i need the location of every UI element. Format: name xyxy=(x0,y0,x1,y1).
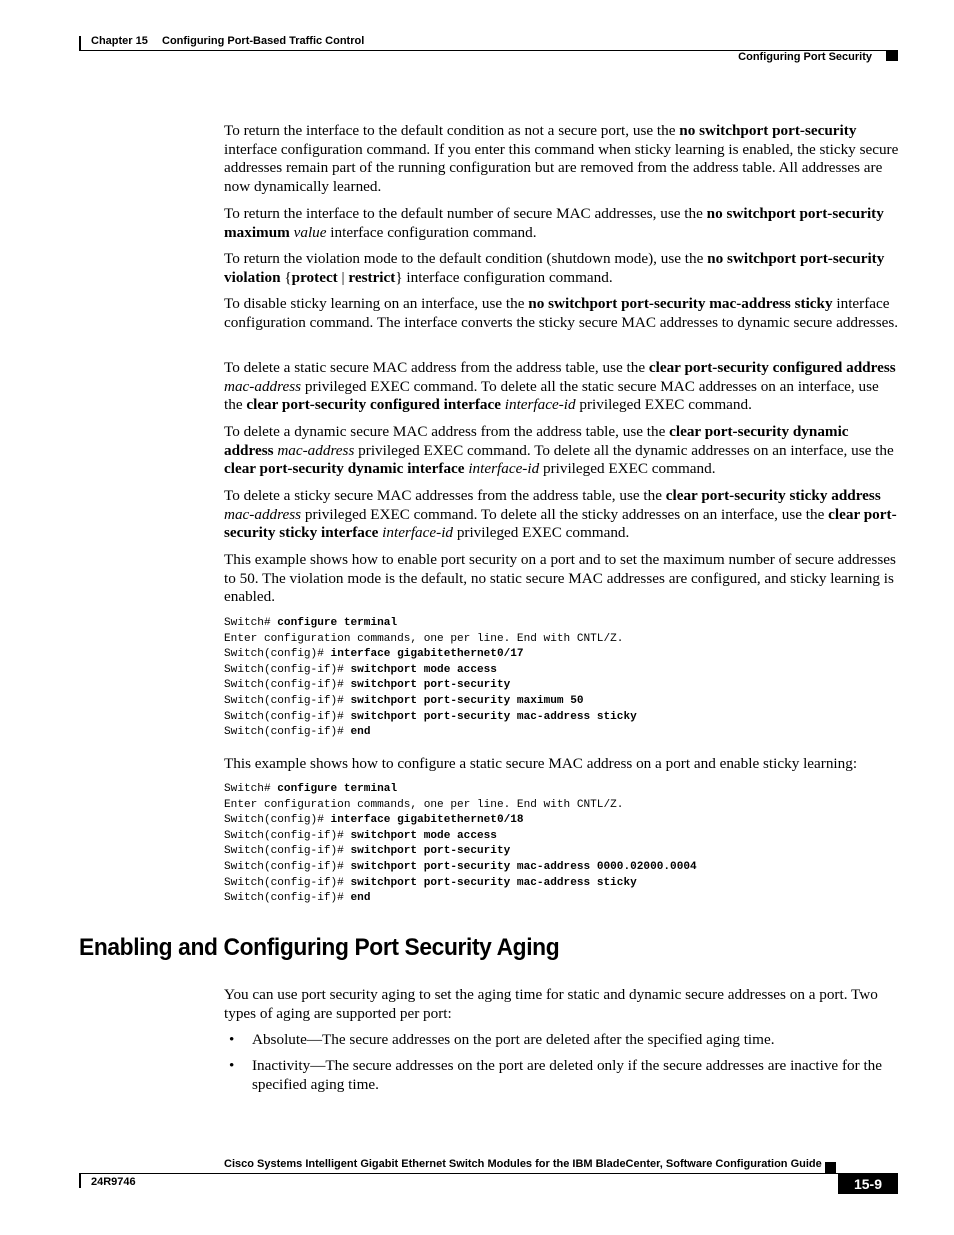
paragraph-3 xyxy=(224,250,900,287)
text-run: interface configuration command. xyxy=(326,223,537,241)
command-keyword: clear port-security dynamic address xyxy=(224,423,849,459)
paragraph-6 xyxy=(224,423,900,479)
text-run: To delete a dynamic secure MAC address from the address table, use the xyxy=(224,423,670,440)
bullet-glyph: • xyxy=(229,1031,235,1048)
command-keyword: clear port-security sticky address xyxy=(665,487,881,504)
code-command: switchport mode access xyxy=(350,829,497,842)
header-chapter-number: Chapter 15 xyxy=(91,35,148,47)
text-run: To return the violation mode to the default condition (shutdown mode), use the xyxy=(224,250,708,267)
command-keyword: no switchport port-security violation xyxy=(224,250,885,286)
code-line xyxy=(224,813,697,829)
argument-placeholder: mac-address xyxy=(224,377,302,395)
command-keyword: protect xyxy=(291,268,338,286)
text-run: To delete a static secure MAC address from the address table, use the xyxy=(224,359,649,376)
code-line xyxy=(224,782,697,798)
code-prompt: Enter configuration commands, one per line. End with CNTL/Z. xyxy=(224,632,624,645)
code-line xyxy=(224,876,697,892)
code-line xyxy=(224,663,637,679)
paragraph-8 xyxy=(224,551,900,607)
argument-placeholder: interface-id xyxy=(468,460,540,478)
aging-intro-paragraph: You can use port security aging to set the aging time for static and dynamic secure addresses on a port. Two types of aging are supported per port: xyxy=(224,986,878,1022)
command-keyword: clear port-security configured interface xyxy=(246,396,501,414)
text-run: privileged EXEC command. xyxy=(575,396,752,414)
header-section-title: Configuring Port Security xyxy=(738,51,872,63)
argument-placeholder: interface-id xyxy=(504,396,576,414)
argument-placeholder: mac-address xyxy=(224,505,302,523)
code-prompt: Switch(config-if)# xyxy=(224,845,351,858)
code-prompt: Switch(config-if)# xyxy=(224,726,351,739)
footer-doc-number: 24R9746 xyxy=(91,1176,136,1188)
header-chapter-title: Configuring Port-Based Traffic Control xyxy=(162,35,365,47)
page-number: 15-9 xyxy=(838,1174,898,1194)
text-run: To disable sticky learning on an interface, use the xyxy=(224,295,529,312)
command-keyword: no switchport port-security maximum xyxy=(224,205,884,241)
text-run: } interface configuration command. xyxy=(395,268,613,286)
code-line xyxy=(224,647,637,663)
code-example-1 xyxy=(224,616,637,741)
list-item-text: Absolute—The secure addresses on the port are deleted after the specified aging time. xyxy=(252,1031,775,1048)
paragraph-4 xyxy=(224,295,900,332)
paragraph-1 xyxy=(224,122,900,196)
code-command: configure terminal xyxy=(277,617,398,629)
code-command: switchport port-security xyxy=(350,845,511,858)
text-run: { xyxy=(280,268,292,286)
text-run: privileged EXEC command. xyxy=(453,524,630,542)
code-command: configure terminal xyxy=(277,783,398,795)
code-line xyxy=(224,694,637,710)
code-prompt: Switch(config-if)# xyxy=(224,710,351,723)
command-keyword: restrict xyxy=(348,268,396,286)
code-prompt: Switch(config-if)# xyxy=(224,829,351,842)
code-command: switchport port-security mac-address sticky xyxy=(350,710,637,723)
header-black-square xyxy=(886,51,898,61)
text-run: This example shows how to configure a static secure MAC address on a port and enable sticky learning: xyxy=(224,755,858,772)
paragraph-5 xyxy=(224,359,900,415)
code-command: interface gigabitethernet0/18 xyxy=(330,814,524,827)
code-prompt: Switch# xyxy=(224,617,278,629)
section-heading: Enabling and Configuring Port Security Aging xyxy=(79,934,560,961)
paragraph-2 xyxy=(224,205,900,242)
argument-placeholder: value xyxy=(293,223,327,241)
text-run: privileged EXEC command. xyxy=(539,460,716,478)
paragraph-9 xyxy=(224,755,900,774)
text-run: To delete a sticky secure MAC addresses from the address table, use the xyxy=(224,487,666,504)
code-command: end xyxy=(350,892,371,905)
code-command: end xyxy=(350,726,371,739)
list-item xyxy=(224,1057,900,1094)
code-prompt: Switch(config)# xyxy=(224,648,331,661)
footer-small-square xyxy=(825,1162,836,1173)
code-prompt: Switch(config-if)# xyxy=(224,876,351,889)
code-command: switchport port-security mac-address 0000.02000.0004 xyxy=(350,860,697,873)
list-item xyxy=(224,1031,900,1050)
code-line xyxy=(224,844,697,860)
code-line xyxy=(224,829,697,845)
code-command: interface gigabitethernet0/17 xyxy=(330,648,524,661)
list-item-text: Inactivity—The secure addresses on the port are deleted only if the secure addresses are inactive for the specified aging time. xyxy=(252,1057,883,1093)
footer-guide-title: Cisco Systems Intelligent Gigabit Ethernet Switch Modules for the IBM BladeCenter, Software Configuration Guide xyxy=(224,1158,822,1170)
text-run: | xyxy=(337,268,349,286)
code-prompt: Switch(config-if)# xyxy=(224,663,351,676)
code-line xyxy=(224,798,697,814)
code-line xyxy=(224,725,637,741)
code-prompt: Switch(config-if)# xyxy=(224,892,351,905)
header-left-bar xyxy=(79,36,81,51)
text-run: privileged EXEC command. To delete all the static secure MAC addresses on an interface, use the xyxy=(224,377,879,414)
text-run: To return the interface to the default number of secure MAC addresses, use the xyxy=(224,205,707,222)
code-prompt: Enter configuration commands, one per line. End with CNTL/Z. xyxy=(224,798,624,811)
bullet-glyph: • xyxy=(229,1057,235,1074)
code-prompt: Switch(config-if)# xyxy=(224,694,351,707)
code-line xyxy=(224,891,697,907)
code-example-2 xyxy=(224,782,697,907)
code-line xyxy=(224,616,637,632)
footer-left-bar xyxy=(79,1174,81,1188)
text-run: privileged EXEC command. To delete all the sticky addresses on an interface, use the xyxy=(301,505,829,523)
command-keyword: clear port-security dynamic interface xyxy=(224,460,465,478)
code-command: switchport mode access xyxy=(350,663,497,676)
text-run: interface configuration command. The interface converts the sticky secure MAC addresses to dynamic secure addresses. xyxy=(224,295,899,331)
text-run: To return the interface to the default condition as not a secure port, use the xyxy=(224,122,680,139)
code-line xyxy=(224,860,697,876)
argument-placeholder: interface-id xyxy=(382,524,454,542)
code-line xyxy=(224,678,637,694)
code-command: switchport port-security maximum 50 xyxy=(350,694,584,707)
code-prompt: Switch(config-if)# xyxy=(224,679,351,692)
command-keyword: clear port-security configured address xyxy=(648,359,896,376)
text-run: This example shows how to enable port security on a port and to set the maximum number of secure addresses to 50. The violation mode is the default, no static secure MAC addresses are configured, and sticky learning is enabled. xyxy=(224,551,896,606)
code-prompt: Switch(config)# xyxy=(224,814,331,827)
text-run: privileged EXEC command. To delete all the dynamic addresses on an interface, use the xyxy=(354,441,894,459)
command-keyword: no switchport port-security mac-address sticky xyxy=(528,295,833,312)
code-line xyxy=(224,710,637,726)
command-keyword: clear port-security sticky interface xyxy=(224,505,897,542)
argument-placeholder: mac-address xyxy=(277,441,355,459)
code-prompt: Switch(config-if)# xyxy=(224,860,351,873)
code-command: switchport port-security mac-address sticky xyxy=(350,876,637,889)
code-line xyxy=(224,632,637,648)
code-command: switchport port-security xyxy=(350,679,511,692)
command-keyword: no switchport port-security xyxy=(679,122,857,139)
footer-rule xyxy=(79,1173,898,1174)
paragraph-7 xyxy=(224,487,900,543)
code-prompt: Switch# xyxy=(224,783,278,795)
text-run: interface configuration command. If you enter this command when sticky learning is enabled, the sticky secure addresses remain part of the running configuration but are removed from the address table. All addresses are now dynamically learned. xyxy=(224,140,899,195)
